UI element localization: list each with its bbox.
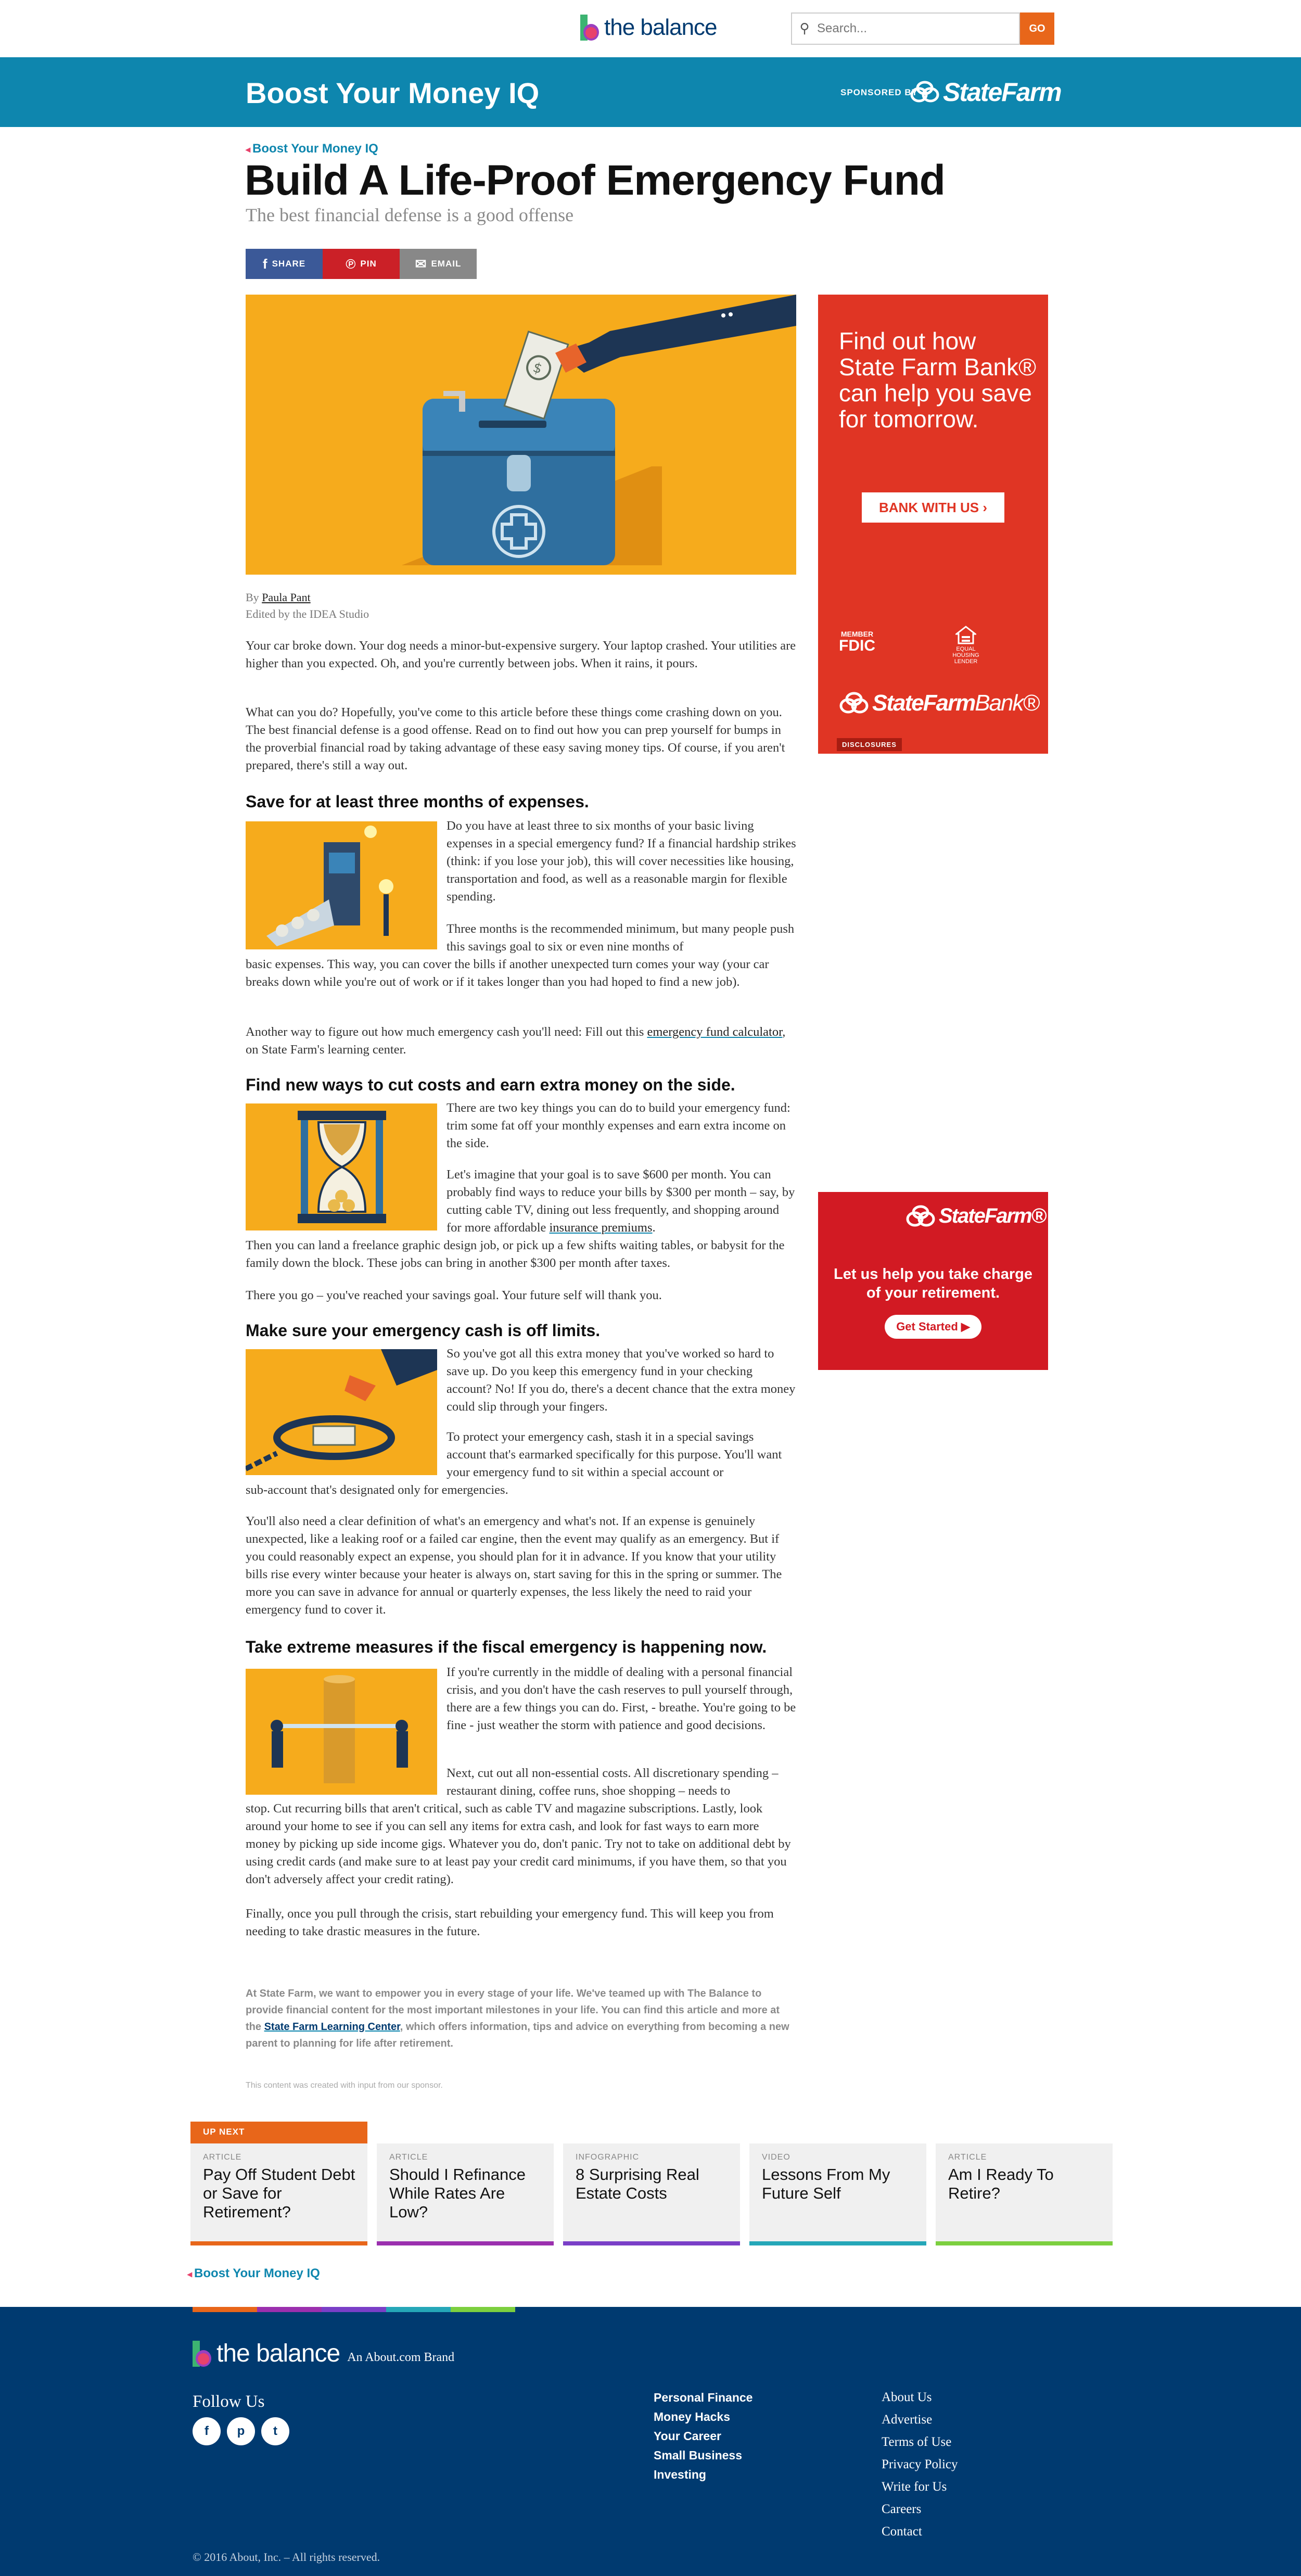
color-stripe: [451, 2307, 515, 2312]
card-color-bar: [749, 2241, 926, 2245]
byline-prefix: By: [246, 591, 262, 604]
card-kind: INFOGRAPHIC: [576, 2153, 640, 2162]
sawing-coin-illustration: [246, 1669, 437, 1795]
color-stripe: [322, 2307, 386, 2312]
card-color-bar: [190, 2241, 367, 2245]
statefarm-rings-icon: [910, 81, 940, 104]
logo-mark-icon: [193, 2341, 211, 2367]
section-2-paragraph-1: There are two key things you can do to build your emergency fund: trim some fat off your monthly expenses and earn extra income on the side.: [447, 1101, 790, 1150]
card-kind: ARTICLE: [203, 2153, 242, 2162]
footer-link[interactable]: Small Business: [654, 2448, 743, 2462]
share-bar: [246, 249, 477, 279]
author-link[interactable]: Paula Pant: [262, 591, 311, 604]
facebook-share-label: SHARE: [272, 259, 306, 269]
footer-company-links: [882, 2386, 958, 2543]
card-title: Lessons From My Future Self: [762, 2165, 890, 2202]
statefarm-wordmark: StateFarm: [872, 690, 975, 716]
section-4-paragraph-2b: stop. Cut recurring bills that aren't critical, such as cable TV and magazine subscriptions. Lastly, look around your home to see if you can sell any items for extra cash, and look for fast ways to earn more money by picking up side income gigs. Whatever you do, don't panic. Try not to take on additional debt by using credit cards (and make sure to at least pay your credit card minimums, if you have them, so that you don't adversely affect your credit rating).: [246, 1801, 791, 1886]
sponsor-note: [246, 1985, 796, 2052]
card-kind: ARTICLE: [948, 2153, 987, 2162]
site-logo[interactable]: [580, 15, 717, 41]
footer-logo[interactable]: [193, 2339, 454, 2368]
get-started-button[interactable]: Get Started ▶: [885, 1315, 981, 1339]
intro-paragraph-1: Your car broke down. Your dog needs a minor-but-expensive surgery. Your laptop crashed. Your utilities are higher than you expected. Oh, and you're currently between jobs. When it rains, it pours.: [246, 639, 796, 670]
byline: [246, 589, 369, 623]
section-2-paragraph-4: There you go – you've reached your savings goal. Your future self will thank you.: [246, 1288, 662, 1302]
site-footer: [0, 2307, 1301, 2576]
insurance-premiums-link[interactable]: insurance premiums: [549, 1221, 653, 1235]
pinterest-icon[interactable]: p: [227, 2417, 255, 2445]
sponsored-label: SPONSORED BY: [840, 87, 918, 97]
footer-link[interactable]: Terms of Use: [882, 2435, 952, 2449]
follow-us-heading: Follow Us: [193, 2392, 265, 2411]
card-title: Pay Off Student Debt or Save for Retirement?: [203, 2165, 355, 2221]
twitter-icon[interactable]: t: [261, 2417, 289, 2445]
equal-housing-label: EQUAL HOUSING LENDER: [952, 646, 979, 665]
section-2-paragraph-2: [447, 1166, 796, 1237]
footer-link[interactable]: Write for Us: [882, 2480, 947, 2494]
text-span: Let's imagine that your goal is to save $600 per month. You can probably find ways to reduce your bills by $300 per month – say, by cutting cable TV, dining out less frequently, and shopping around for more affordable: [447, 1168, 795, 1235]
facebook-icon[interactable]: f: [193, 2417, 221, 2445]
edited-by: Edited by the IDEA Studio: [246, 607, 369, 620]
text-span: Another way to figure out how much emergency cash you'll need: Fill out this: [246, 1025, 647, 1039]
facebook-icon: f: [262, 256, 268, 272]
up-next-card[interactable]: [563, 2143, 740, 2245]
bank-wordmark: Bank®: [975, 690, 1039, 716]
search-go-button[interactable]: GO: [1020, 12, 1054, 45]
footer-link[interactable]: Privacy Policy: [882, 2457, 958, 2471]
social-links: [193, 2417, 296, 2445]
section-4-paragraph-3: Finally, once you pull through the crisis, start rebuilding your emergency fund. This will keep you from needing to take drastic measures in the future.: [246, 1907, 774, 1938]
page-subtitle: The best financial defense is a good offense: [246, 205, 574, 225]
section-2-paragraph-3: Then you can land a freelance graphic design job, or pick up a few shifts waiting tables, or babysit for the family down the block. These jobs can bring in another $300 per month after taxes.: [246, 1238, 785, 1270]
pinterest-share-button[interactable]: [323, 249, 400, 279]
fdic-member-label: MEMBER: [840, 630, 874, 638]
section-3-paragraph-1: So you've got all this extra money that you've worked so hard to save up. Do you keep this emergency fund in your checking account? No! If you do, there's a decent chance that the extra money could slip through your fingers.: [447, 1347, 796, 1414]
equal-housing-badge: [949, 626, 983, 665]
facebook-share-button[interactable]: [246, 249, 323, 279]
section-4-illustration: [246, 1669, 437, 1795]
house-icon: [955, 626, 976, 644]
money-trap-illustration: [246, 1349, 437, 1475]
card-color-bar: [377, 2241, 554, 2245]
search-icon: ⚲: [799, 21, 810, 36]
footer-link[interactable]: About Us: [882, 2390, 932, 2404]
footer-link[interactable]: Contact: [882, 2524, 922, 2539]
section-3-paragraph-2b: sub-account that's designated only for emergencies.: [246, 1483, 508, 1497]
footer-link[interactable]: Advertise: [882, 2413, 933, 2427]
hero-illustration: [246, 295, 796, 575]
back-arrow-icon: ◂: [246, 144, 251, 155]
logo-mark-icon: [580, 15, 599, 41]
footer-topics: [654, 2388, 752, 2484]
learning-center-link[interactable]: State Farm Learning Center: [264, 2021, 400, 2033]
email-share-label: EMAIL: [431, 259, 462, 269]
statefarm-bank-logo: [839, 690, 1039, 716]
section-heading-4: Take extreme measures if the fiscal emergency is happening now.: [246, 1638, 767, 1656]
up-next-card[interactable]: [936, 2143, 1113, 2245]
footer-link[interactable]: Money Hacks: [654, 2410, 731, 2423]
statefarm-wordmark: StateFarm: [943, 78, 1061, 107]
search-box: [791, 12, 1020, 45]
banner-title[interactable]: Boost Your Money IQ: [246, 77, 540, 109]
section-heading-2: Find new ways to cut costs and earn extra money on the side.: [246, 1075, 735, 1094]
back-to-series-link[interactable]: [187, 2266, 320, 2281]
card-color-bar: [563, 2241, 740, 2245]
page-title: Build A Life-Proof Emergency Fund: [245, 157, 945, 204]
coin-machine-illustration: [246, 821, 437, 949]
section-4-paragraph-2a: Next, cut out all non-essential costs. All discretionary spending – restaurant dining, coffee runs, shoe shopping – needs to: [447, 1766, 779, 1798]
footer-link[interactable]: Careers: [882, 2502, 922, 2516]
author-line: [246, 589, 369, 606]
email-icon: ✉: [415, 256, 427, 272]
hourglass-illustration: [246, 1103, 437, 1230]
ad-headline: Let us help you take charge of your retirement.: [834, 1266, 1032, 1301]
section-1-paragraph-2a: Three months is the recommended minimum, but many people push this savings goal to six or even nine months of: [447, 922, 795, 954]
text-span: .: [652, 1221, 656, 1235]
disclosures-link[interactable]: DISCLOSURES: [837, 738, 902, 751]
color-stripe: [193, 2307, 257, 2312]
card-title: Should I Refinance While Rates Are Low?: [389, 2165, 526, 2221]
back-arrow-icon: ◂: [187, 2269, 193, 2279]
section-3-paragraph-2a: To protect your emergency cash, stash it in a special savings account that's earmarked specifically for this purpose. You'll want your emergency fund to sit within a special account or: [447, 1430, 782, 1479]
fdic-badge: [839, 630, 875, 654]
card-title: 8 Surprising Real Estate Costs: [576, 2165, 699, 2202]
pinterest-share-label: PIN: [360, 259, 377, 269]
statefarm-logo: [905, 1204, 1045, 1228]
card-kind: ARTICLE: [389, 2153, 428, 2162]
section-1-paragraph-2b: basic expenses. This way, you can cover the bills if another unexpected turn comes your way (your car breaks down while you're out of work or if it takes longer than you had hoped to find a new job).: [246, 957, 769, 989]
text-span: , which offers information, tips and advice on everything from becoming a new parent to planning for life after retirement.: [246, 2021, 789, 2049]
up-next-card[interactable]: [749, 2143, 926, 2245]
ad-headline: Find out how State Farm Bank® can help you save for tomorrow.: [839, 327, 1037, 433]
card-title: Am I Ready To Retire?: [948, 2165, 1054, 2202]
footer-link[interactable]: Your Career: [654, 2429, 721, 2443]
color-stripe: [386, 2307, 451, 2312]
breadcrumb-label: Boost Your Money IQ: [252, 142, 378, 156]
section-2-illustration: [246, 1103, 437, 1230]
up-next-card[interactable]: [190, 2143, 367, 2245]
emergency-fund-calculator-link[interactable]: emergency fund calculator: [647, 1025, 783, 1039]
copyright: © 2016 About, Inc. – All rights reserved.: [193, 2550, 380, 2564]
up-next-card[interactable]: [377, 2143, 554, 2245]
fdic-label: FDIC: [839, 637, 875, 654]
search-input[interactable]: [817, 21, 1015, 36]
top-bar: [0, 0, 1301, 57]
section-4-paragraph-1: If you're currently in the middle of dealing with a personal financial crisis, and you don't have the cash reserves to pull yourself through, there are a few things you can do. First, - breathe. You're going to be fine - just weather the storm with patience and good decisions.: [447, 1665, 796, 1732]
statefarm-rings-icon: [905, 1205, 936, 1228]
section-heading-1: Save for at least three months of expenses.: [246, 792, 589, 811]
brand-note: An About.com Brand: [347, 2351, 455, 2364]
section-1-paragraph-1: Do you have at least three to six months of your basic living expenses in a special emergency fund? If a financial hardship strikes (think: if you lose your job), this will cover necessities like housing, transportation and food, as well as a reasonable margin for flexible spending.: [447, 819, 796, 904]
section-3-paragraph-3: You'll also need a clear definition of what's an emergency and what's not. If an expense is genuinely unexpected, like a leaking roof or a failed car engine, then the event may qualify as an emergency. But if you could reasonably expect an expense, you should plan for it in advance. If you know that your utility bills rise every winter because your heater is always on, start saving for this in the spring or summer. The more you can save in advance for annual or quarterly expenses, the less likely the need to raid your emergency fund to cover it.: [246, 1514, 782, 1617]
pinterest-icon: ℗: [346, 256, 356, 272]
card-kind: VIDEO: [762, 2153, 790, 2162]
statefarm-rings-icon: [839, 692, 869, 715]
section-1-illustration: [246, 821, 437, 949]
up-next-label: UP NEXT: [190, 2122, 367, 2143]
footer-logo-text: the balance: [216, 2340, 340, 2367]
statefarm-retirement-ad[interactable]: [818, 1192, 1048, 1370]
sponsor-disclaimer: This content was created with input from our sponsor.: [246, 2081, 443, 2090]
section-3-illustration: [246, 1349, 437, 1475]
card-color-bar: [936, 2241, 1113, 2245]
bank-with-us-button[interactable]: BANK WITH US ›: [862, 492, 1004, 523]
emergency-box-illustration: [246, 295, 796, 575]
footer-link[interactable]: Investing: [654, 2468, 706, 2481]
email-share-button[interactable]: [400, 249, 477, 279]
footer-link[interactable]: Personal Finance: [654, 2391, 753, 2404]
statefarm-bank-ad[interactable]: [818, 295, 1048, 754]
breadcrumb[interactable]: [246, 142, 378, 156]
intro-paragraph-2: What can you do? Hopefully, you've come to this article before these things come crashing down on you. The best financial defense is a good offense. Read on to find out how you can prep yourself for bumps in the proverbial financial road by taking advantage of these easy saving money tips. Of course, if you aren't prepared, there's still a way out.: [246, 705, 785, 772]
svg-text:$: $: [531, 360, 544, 377]
text-span: At State Farm, we want to empower you in every stage of your life. We've teamed up with The Balance to provide financial content for the most important milestones in your life. You can find this article and more at the: [246, 1988, 780, 2033]
section-heading-3: Make sure your emergency cash is off limits.: [246, 1321, 601, 1340]
section-1-paragraph-3: [246, 1023, 796, 1059]
back-link-label: Boost Your Money IQ: [194, 2266, 320, 2280]
text-span: , on State Farm's learning center.: [246, 1025, 786, 1057]
color-stripe: [257, 2307, 322, 2312]
statefarm-wordmark: StateFarm®: [939, 1204, 1046, 1227]
statefarm-logo[interactable]: [910, 77, 1061, 107]
section-banner: [0, 57, 1301, 127]
logo-text: the balance: [604, 15, 717, 40]
